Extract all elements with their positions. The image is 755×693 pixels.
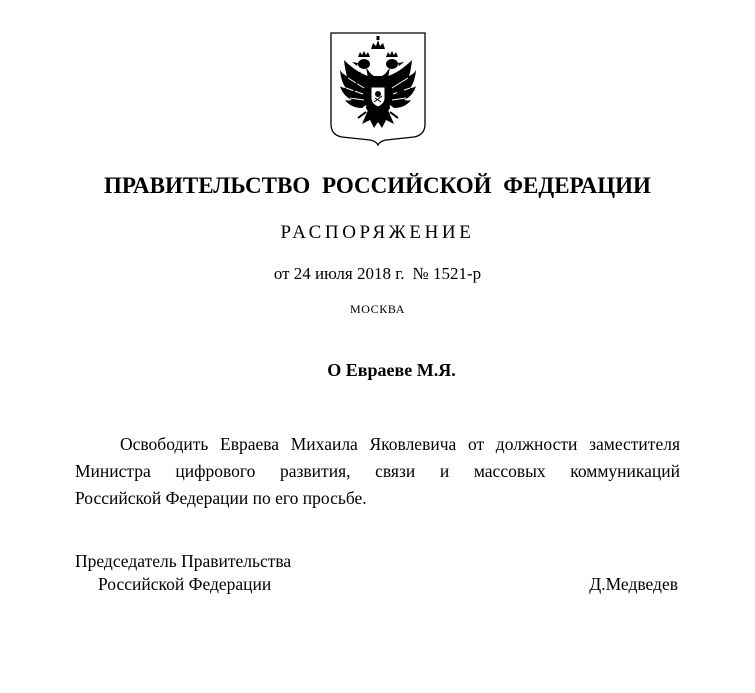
signatory-position-line: Российской Федерации [98,574,272,594]
document-type: РАСПОРЯЖЕНИЕ [280,222,475,243]
coat-of-arms-icon [330,32,426,146]
date-number-line [0,264,755,284]
signer-name: Д.Медведев [589,574,678,594]
signatory-position [75,550,291,596]
document-date: от 24 июля 2018 г. [273,264,405,283]
body-line: Освободить Евраева Михаила Яковлевича от должности заместителя [120,434,680,454]
body-paragraph [75,431,680,512]
government-title: ПРАВИТЕЛЬСТВО РОССИЙСКОЙ ФЕДЕРАЦИИ [104,173,651,198]
signatory-position-line: Председатель Правительства [75,551,292,571]
city: МОСКВА [349,302,405,316]
document-subject: О Евраеве М.Я. [327,360,456,380]
document-number: № 1521-р [412,264,482,283]
body-line: Российской Федерации по его просьбе. [75,488,367,508]
body-line: Министра цифрового развития, связи и массовых коммуникаций [75,461,680,481]
